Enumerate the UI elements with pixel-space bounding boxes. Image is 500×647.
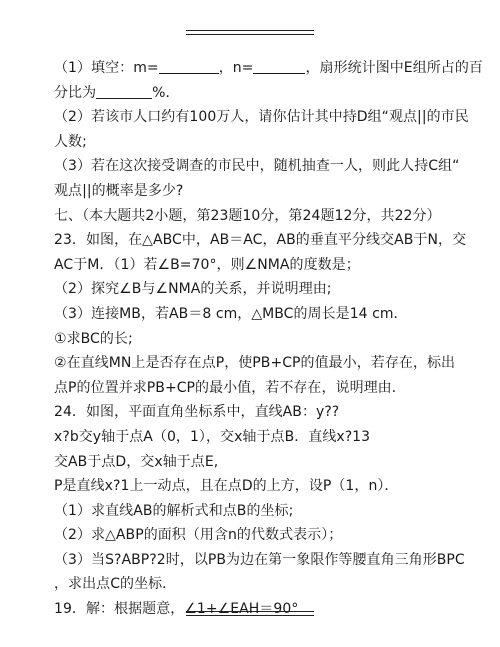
question-line: x?b交y轴于点A（0，1），交x轴于点B．直线x?13 [54,428,371,445]
question-line: P是直线x?1上一动点，且在点D的上方，设P（1，n）． [54,478,399,495]
question-line: （3）若在这次接受调查的市民中，随机抽查一人，则此人持C组“ [54,158,460,175]
footer-rule [186,611,314,616]
question-line: 交AB于点D，交x轴于点E, [54,453,219,470]
question-line: 24．如图，平面直角坐标系中，直线AB：y?? [54,404,340,421]
question-line: 人数; [54,133,87,150]
section-heading: 七、（本大题共2小题，第23题10分，第24题12分，共22分） [54,207,441,224]
question-line: 点P的位置并求PB+CP的最小值，若不存在，说明理由． [54,379,406,396]
document-body [54,56,483,622]
answer-blank-m [159,59,219,74]
question-line: （2）求△ABP的面积（用含n的代数式表示）； [54,527,343,544]
answer-blank-percent [96,84,152,99]
question-line: AC于M．（1）若∠B=70°，则∠NMA的度数是； [54,256,360,273]
question-line: ①求BC的长; [54,330,133,347]
question-line: （3）连接MB，若AB＝8 cm，△MBC的周长是14 cm． [54,305,408,322]
answer-line: 19．解：根据题意，∠1+∠EAH＝90° [54,601,299,618]
question-line: （3）当S?ABP?2时，以PB为边在第一象限作等腰直角三角形BPC [54,551,465,568]
question-line: （1）求直线AB的解析式和点B的坐标; [54,502,294,519]
question-line: 观点||的概率是多少? [54,182,184,199]
question-line: 分比为 %． [54,84,180,101]
question-line: （2）探究∠B与∠NMA的关系，并说明理由; [54,281,332,298]
question-line: 23．如图，在△ABC中，AB＝AC，AB的垂直平分线交AB于N，交 [54,232,467,249]
question-line: （1）填空：m= ，n= ，扇形统计图中E组所占的百 [54,60,483,76]
question-line: （2）若该市人口约有100万人，请你估计其中持D组“观点||的市民 [54,109,469,126]
question-line: ②在直线MN上是否存在点P，使PB+CP的值最小，若存在，标出 [54,355,456,372]
question-line: ，求出点C的坐标． [54,576,177,593]
answer-blank-n [253,59,305,74]
header-rule [186,30,314,35]
